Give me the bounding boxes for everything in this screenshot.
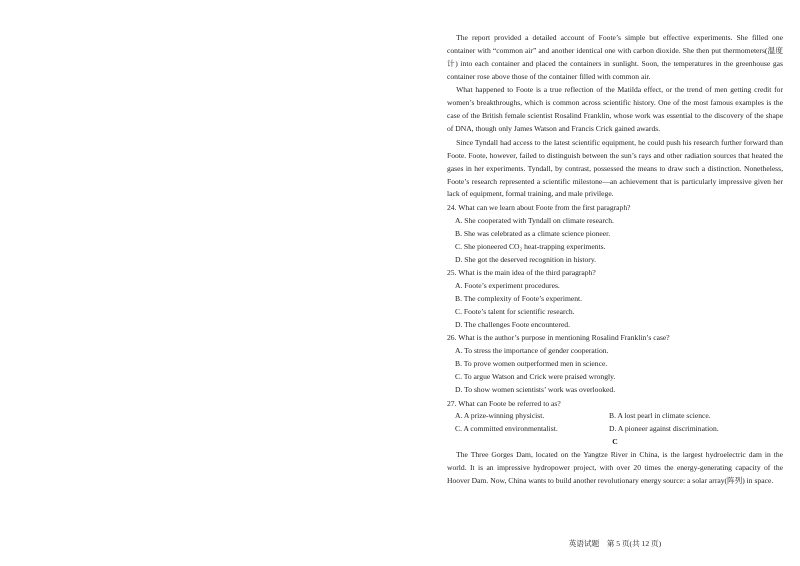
section-letter: C [612,437,618,447]
option-d: D. She got the deserved recognition in history. [455,254,597,264]
option-a: A. A prize-winning physicist. [455,411,545,421]
option-b: B. To prove women outperformed men in science. [455,359,608,369]
option-a: A. Foote’s experiment procedures. [455,281,560,291]
option-b: B. The complexity of Foote’s experiment. [455,294,583,304]
option-c: C. She pioneered CO₂ heat-trapping experiments. [455,241,606,251]
question-26 [447,332,783,397]
page-footer: 英语试题 第 5 页(共 12 页) [568,539,662,548]
option-c: C. Foote’s talent for scientific research. [455,307,575,317]
passage-paragraph-3: Since Tyndall had access to the latest scientific equipment, he could push his research further forward than Foote. Foote, however, failed to distinguish between the sun’s rays and other radiation sources that heated the gases in her experiments. Tyndall, by contrast, possessed the means to draw such a distinction. Nonetheless, Foote’s research represented a scientific milestone—an achievement that is particularly impressive given her lack of equipment, formal training, and male privilege. [447,137,783,199]
option-b: B. A lost pearl in climate science. [609,411,711,421]
question-24 [447,202,783,267]
option-c: C. To argue Watson and Crick were praised wrongly. [455,372,616,382]
question-stem: 24. What can we learn about Foote from the first paragraph? [447,203,631,213]
question-stem: 27. What can Foote be referred to as? [447,398,561,408]
next-passage-paragraph: The Three Gorges Dam, located on the Yangtze River in China, is the largest hydroelectric dam in the world. It is an impressive hydropower project, with over 20 times the energy-generating capacity of the Hoover Dam. Now, China wants to build another revolutionary energy source: a solar array(阵列) in space. [447,450,783,485]
passage-paragraph-2: What happened to Foote is a true reflection of the Matilda effect, or the trend of men getting credit for women’s breakthroughs, which is common across scientific history. One of the most famous examples is the case of the British female scientist Rosalind Franklin, whose work was essential to the discovery of the shape of DNA, though only James Watson and Francis Crick gained awards. [447,85,783,134]
passage-paragraph-1: The report provided a detailed account of Foote’s simple but effective experiments. She filled one container with “common air” and another identical one with carbon dioxide. She then put thermometers(温度计) into each container and placed the containers in sunlight. Soon, the temperatures in the greenhouse gas container rose above those of the container filled with common air. [447,33,783,81]
question-27 [447,398,783,437]
option-d: D. To show women scientists’ work was overlooked. [455,385,616,395]
option-d: D. The challenges Foote encountered. [455,319,570,329]
question-stem: 25. What is the main idea of the third paragraph? [447,268,596,278]
option-row-2 [455,423,783,436]
option-b: B. She was celebrated as a climate science pioneer. [455,228,611,238]
option-a: A. To stress the importance of gender cooperation. [455,346,609,356]
option-a: A. She cooperated with Tyndall on climate research. [455,216,614,226]
option-d: D. A pioneer against discrimination. [609,424,719,434]
reading-column [447,32,783,489]
option-c: C. A committed environmentalist. [455,424,558,434]
question-25 [447,267,783,332]
option-row-1 [455,410,783,423]
question-stem: 26. What is the author’s purpose in mentioning Rosalind Franklin’s case? [447,333,670,343]
